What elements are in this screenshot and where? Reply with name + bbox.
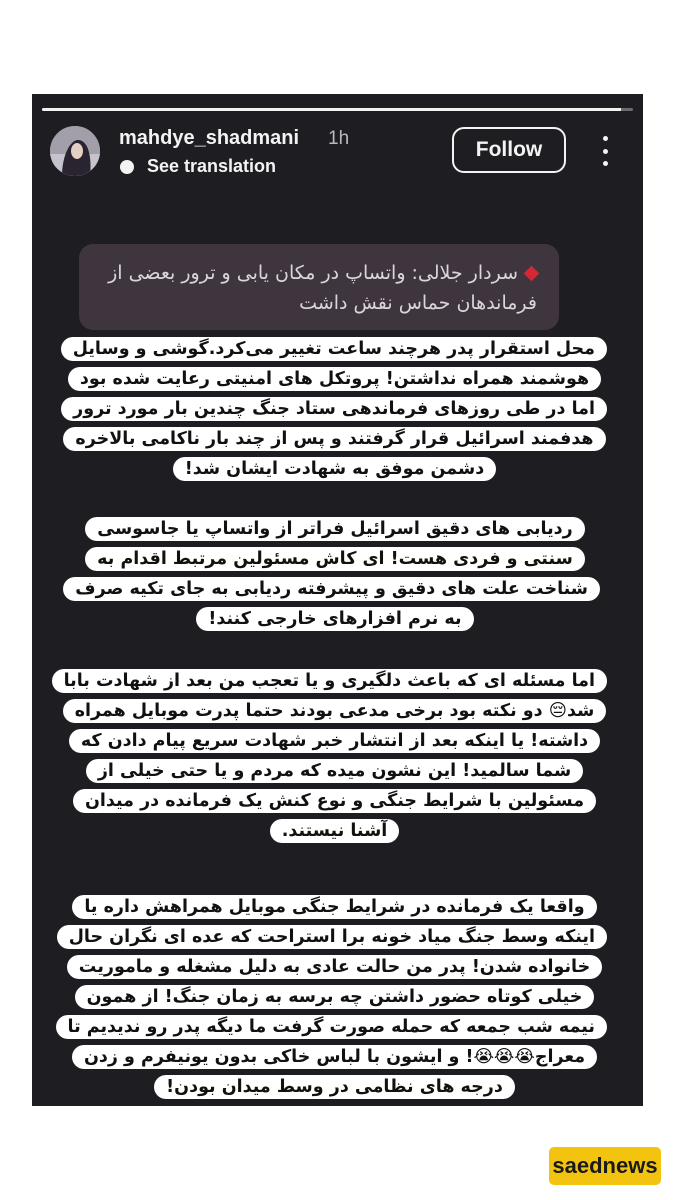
paragraph-text: واقعا یک فرمانده در شرایط جنگی موبایل همراهش داره یا اینکه وسط جنگ میاد خونه برا استراحت که عده ای نگران حال خانواده شدن! پدر من حالت عادی به دلیل مشغله و ماموریت خیلی کوتاه حضور داشتن چه برسه به زمان جنگ! از همون نیمه شب جمعه که حمله صورت گرفت ما دیگه پدر رو ندیدیم تا معراج😭😭😭! و ایشون با لباس خاکی بدون یونیفرم و زدن درجه های نظامی در وسط میدان بودن! [56,895,607,1099]
story-progress-fill [42,108,621,111]
follow-button[interactable]: Follow [452,127,566,173]
paragraph-text: ردیابی های دقیق اسرائیل فراتر از واتساپ یا جاسوسی سنتی و فردی هست! ای کاش مسئولین مرتبط اقدام به شناخت علت های دقیق و پیشرفته ردیابی به جای تکیه صرف به نرم افزارهای خارجی کنند! [63,517,600,631]
more-vertical-icon[interactable] [598,136,612,166]
story-paragraph-1 [62,334,607,484]
post-time: 1h [328,128,350,149]
quoted-headline [79,244,559,330]
paragraph-text: محل استقرار پدر هرچند ساعت تغییر می‌کرد.گوشی و وسایل هوشمند همراه نداشتن! پروتکل های امنیتی رعایت شده بود اما در طی روزهای فرماندهی ستاد جنگ چندین بار مورد ترور هدفمند اسرائیل قرار گرفتند و پس از چند بار ناکامی بالاخره دشمن موفق به شهادت ایشان شد! [61,337,607,481]
story-paragraph-2 [70,514,600,634]
see-translation-link[interactable] [120,156,276,177]
saednews-logo: saednews [549,1147,661,1185]
red-diamond-icon [524,266,540,282]
username[interactable]: mahdye_shadmani [119,127,300,149]
story-paragraph-3 [62,666,607,846]
see-translation-label: See translation [147,156,277,176]
story-progress-bar [42,108,633,111]
paragraph-text: اما مسئله ای که باعث دلگیری و یا تعجب من بعد از شهادت بابا شد😔 دو نکته بود برخی مدعی بودند حتما پدرت موبایل همراه داشته! یا اینکه بعد از انتشار خبر شهادت سریع پیام دادن که شما سالمید! این نشون میده که مردم و یا حتی خیلی از مسئولین با شرایط جنگی و نوع کنش یک فرمانده در میدان آشنا نیستند. [52,669,607,843]
quote-text: سردار جلالی: واتساپ در مکان یابی و ترور بعضی از فرماندهان حماس نقش داشت [108,262,537,314]
translate-dot-icon [120,160,134,174]
avatar[interactable] [50,126,100,176]
avatar-photo [50,126,100,176]
story-paragraph-4 [62,892,607,1102]
story-viewer [32,94,643,1106]
